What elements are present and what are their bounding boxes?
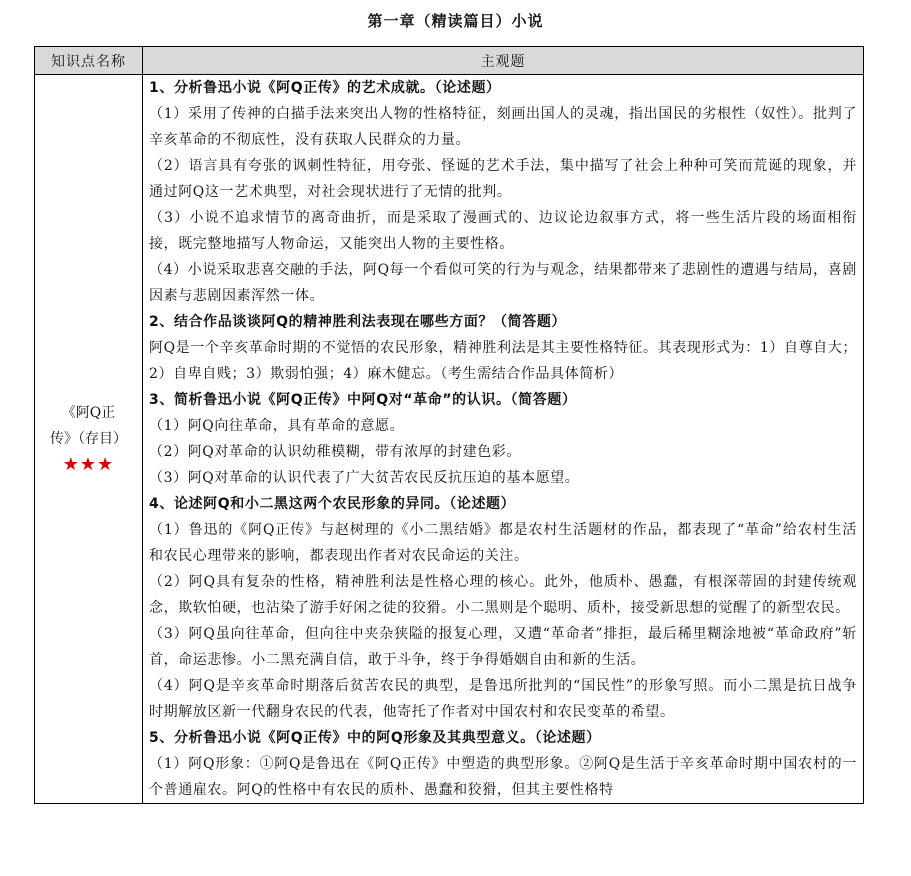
answer-paragraph: （4）小说采取悲喜交融的手法，阿Q每一个看似可笑的行为与观念，结果都带来了悲剧性的遭遇与结局，喜剧因素与悲剧因素浑然一体。 [149, 262, 857, 304]
question-heading: 1、分析鲁迅小说《阿Q正传》的艺术成就。（论述题） [149, 80, 501, 96]
answer-paragraph: （2）阿Q对革命的认识幼稚模糊，带有浓厚的封建色彩。 [149, 444, 521, 460]
answer-paragraph: （1）鲁迅的《阿Q正传》与赵树理的《小二黑结婚》都是农村生活题材的作品，都表现了“革命”给农村生活和农民心理带来的影响，都表现出作者对农民命运的关注。 [149, 522, 857, 564]
question-heading: 2、结合作品谈谈阿Q的精神胜利法表现在哪些方面？（简答题） [149, 314, 567, 330]
answer-paragraph: （3）阿Q对革命的认识代表了广大贫苦农民反抗压迫的基本愿望。 [149, 470, 580, 486]
answer-paragraph: （1）阿Q形象：①阿Q是鲁迅在《阿Q正传》中塑造的典型形象。②阿Q是生活于辛亥革命时期中国农村的一个普通雇农。阿Q的性格中有农民的质朴、愚蠢和狡猾，但其主要性格特 [149, 756, 857, 798]
answer-paragraph: 阿Q是一个辛亥革命时期的不觉悟的农民形象，精神胜利法是其主要性格特征。其表现形式为：1）自尊自大；2）自卑自贱；3）欺弱怕强；4）麻木健忘。（考生需结合作品具体简析） [149, 340, 857, 382]
topic-name-line2: 传》（存目） [50, 431, 127, 447]
document-title: 第一章（精读篇目）小说 [367, 12, 544, 30]
table-row [35, 75, 864, 804]
question-heading: 3、简析鲁迅小说《阿Q正传》中阿Q对“革命”的认识。（简答题） [149, 392, 577, 408]
answer-content-cell [143, 75, 864, 804]
answer-paragraph: （1）采用了传神的白描手法来突出人物的性格特征，刻画出国人的灵魂，指出国民的劣根性（奴性）。批判了辛亥革命的不彻底性，没有获取人民群众的力量。 [149, 106, 857, 148]
answer-paragraph: （3）阿Q虽向往革命，但向往中夹杂狭隘的报复心理，又遭“革命者”排拒，最后稀里糊涂地被“革命政府”斩首，命运悲惨。小二黑充满自信，敢于斗争，终于争得婚姻自由和新的生活。 [149, 626, 857, 668]
answer-paragraph: （4）阿Q是辛亥革命时期落后贫苦农民的典型，是鲁迅所批判的“国民性”的形象写照。而小二黑是抗日战争时期解放区新一代翻身农民的代表，他寄托了作者对中国农村和农民变革的希望。 [149, 678, 857, 720]
answer-paragraph: （2）语言具有夸张的讽刺性特征，用夸张、怪诞的艺术手法，集中描写了社会上种种可笑而荒诞的现象，并通过阿Q这一艺术典型，对社会现状进行了无情的批判。 [149, 158, 857, 200]
importance-stars: ★★★ [62, 454, 115, 475]
answer-paragraph: （2）阿Q具有复杂的性格，精神胜利法是性格心理的核心。此外，他质朴、愚蠢，有根深蒂固的封建传统观念，欺软怕硬，也沾染了游手好闲之徒的狡猾。小二黑则是个聪明、质朴，接受新思想的觉醒了的新型农民。 [149, 574, 857, 616]
topic-cell [35, 75, 143, 804]
topic-name-line1: 《阿Q正 [61, 405, 116, 421]
header-subjective-questions: 主观题 [143, 47, 864, 75]
knowledge-table [34, 46, 864, 804]
answer-paragraph: （3）小说不追求情节的离奇曲折，而是采取了漫画式的、边议论边叙事方式，将一些生活片段的场面相衔接，既完整地描写人物命运，又能突出人物的主要性格。 [149, 210, 857, 252]
question-heading: 4、论述阿Q和小二黑这两个农民形象的异同。（论述题） [149, 496, 516, 512]
question-heading: 5、分析鲁迅小说《阿Q正传》中的阿Q形象及其典型意义。（论述题） [149, 730, 601, 746]
table-header-row [35, 47, 864, 75]
answer-paragraph: （1）阿Q向往革命，具有革命的意愿。 [149, 418, 405, 434]
header-knowledge-point: 知识点名称 [35, 47, 143, 75]
